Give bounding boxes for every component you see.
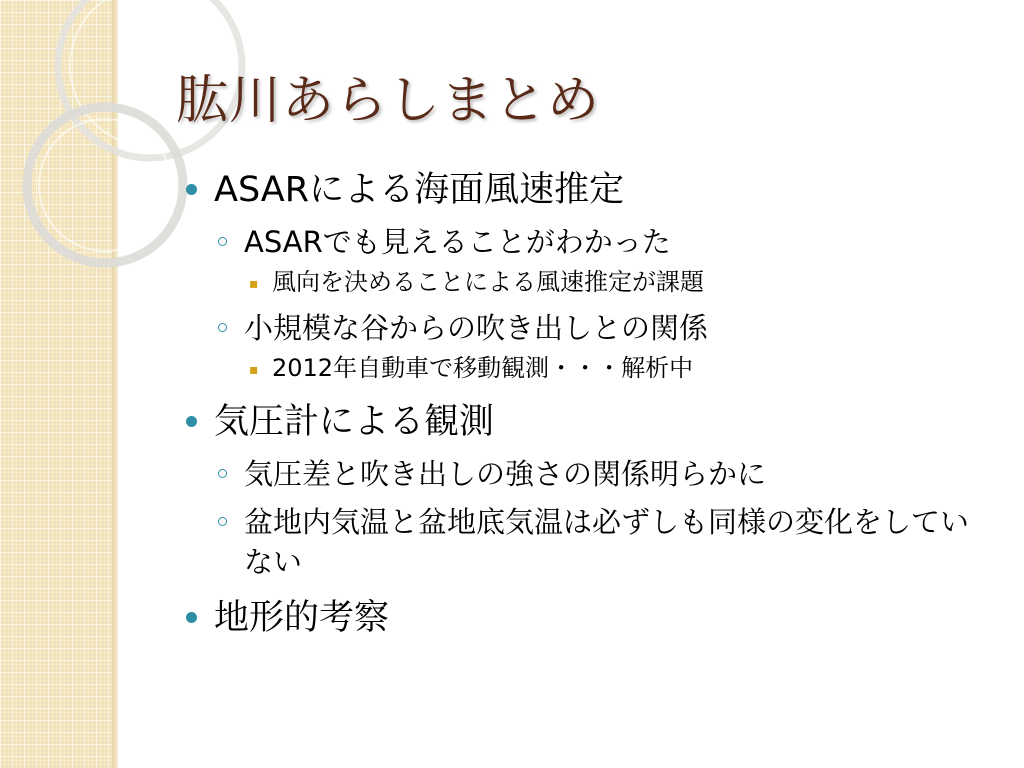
bullet-text: 気圧計による観測 bbox=[214, 402, 495, 442]
sub-sub-bullet-marker-icon: ▪ bbox=[249, 362, 259, 378]
bullet-marker-icon bbox=[186, 416, 197, 427]
sub-bullet-asar-visible bbox=[186, 222, 986, 262]
decorative-side-panel bbox=[0, 0, 112, 768]
sub-sub-bullet-car-observation bbox=[186, 350, 986, 386]
sub-bullet-marker-icon bbox=[218, 469, 227, 478]
sub-bullet-pressure-difference bbox=[186, 454, 986, 494]
bullet-marker-icon bbox=[186, 612, 197, 623]
bullet-asar bbox=[186, 166, 986, 214]
sub-bullet-text: ASARでも見えることがわかった bbox=[244, 225, 671, 259]
sub-bullet-text: 気圧差と吹き出しの強さの関係明らかに bbox=[244, 457, 767, 491]
sub-sub-bullet-wind-direction bbox=[186, 264, 986, 300]
sub-bullet-marker-icon bbox=[218, 237, 227, 246]
bullet-list bbox=[186, 164, 986, 642]
sub-sub-bullet-text: 風向を決めることによる風速推定が課題 bbox=[272, 268, 704, 296]
decorative-panel-edge bbox=[112, 0, 118, 768]
bullet-text: ASARによる海面風速推定 bbox=[214, 170, 625, 210]
slide-title: 肱川あらしまとめ bbox=[176, 71, 601, 131]
sub-bullet-text: 盆地内気温と盆地底気温は必ずしも同様の変化をしていない bbox=[244, 505, 970, 579]
bullet-marker-icon bbox=[186, 184, 197, 195]
bullet-topography bbox=[186, 594, 986, 642]
sub-sub-bullet-marker-icon: ▪ bbox=[249, 276, 259, 292]
sub-bullet-text: 小規模な谷からの吹き出しとの関係 bbox=[244, 311, 709, 345]
sub-bullet-small-valley bbox=[186, 308, 986, 348]
sub-sub-bullet-text: 2012年自動車で移動観測・・・解析中 bbox=[272, 354, 694, 382]
bullet-text: 地形的考察 bbox=[214, 598, 390, 638]
sub-bullet-basin-temperature bbox=[186, 502, 986, 582]
sub-bullet-marker-icon bbox=[218, 517, 227, 526]
sub-bullet-marker-icon bbox=[218, 323, 227, 332]
bullet-barometer bbox=[186, 398, 986, 446]
